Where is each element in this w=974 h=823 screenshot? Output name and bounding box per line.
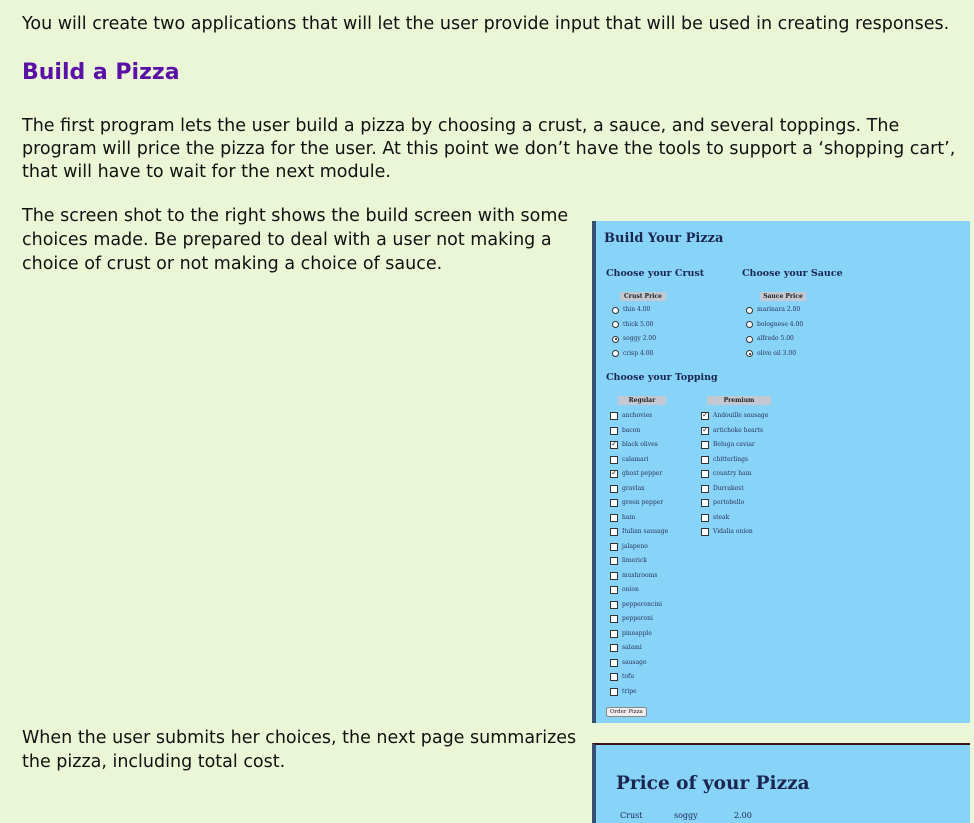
topping-option[interactable] (610, 612, 668, 627)
topping-option[interactable] (610, 656, 668, 671)
topping-option[interactable] (701, 438, 768, 453)
radio-button[interactable] (612, 350, 619, 357)
radio-option[interactable] (746, 305, 800, 315)
topping-option[interactable] (610, 482, 668, 497)
crust-table-header: Crust Price (620, 292, 666, 301)
topping-option[interactable] (610, 540, 668, 555)
checkbox[interactable] (610, 441, 618, 449)
topping-option[interactable] (610, 409, 668, 424)
price-row-price: 2.00 (734, 811, 752, 820)
checkbox[interactable] (610, 543, 618, 551)
topping-option[interactable] (701, 482, 768, 497)
topping-label: gravlax (622, 484, 645, 492)
radio-button[interactable] (612, 321, 619, 328)
topping-label: calamari (622, 455, 649, 463)
checkbox[interactable] (610, 485, 618, 493)
radio-option[interactable] (746, 334, 794, 344)
radio-option[interactable] (612, 320, 653, 330)
radio-label: alfredo 5.00 (757, 335, 794, 342)
topping-label: tripe (622, 687, 637, 695)
checkbox[interactable] (610, 528, 618, 536)
topping-option[interactable] (610, 438, 668, 453)
checkbox[interactable] (701, 528, 709, 536)
premium-toppings (701, 409, 768, 540)
sauce-table-header: Sauce Price (760, 292, 806, 301)
price-row-value: soggy (674, 811, 698, 820)
checkbox[interactable] (610, 557, 618, 565)
section-heading: Build a Pizza (22, 60, 180, 85)
topping-label: Vidalia onion (713, 528, 753, 536)
topping-label: steak (713, 513, 730, 521)
topping-label: bacon (622, 426, 641, 434)
topping-option[interactable] (610, 424, 668, 439)
topping-option[interactable] (610, 583, 668, 598)
topping-label: Italian sausage (622, 528, 669, 536)
topping-option[interactable] (610, 496, 668, 511)
topping-option[interactable] (610, 670, 668, 685)
topping-label: jalapeno (622, 542, 648, 550)
topping-label: onion (622, 586, 639, 594)
topping-option[interactable] (610, 598, 668, 613)
description-paragraph: The first program lets the user build a pizza by choosing a crust, a sauce, and several toppings. The program will price the pizza for the user. At this point we don’t have the tools to support a ‘shopping cart’, that will have to wait for the next module. (22, 116, 956, 182)
checkbox[interactable] (610, 615, 618, 623)
price-title: Price of your Pizza (616, 773, 810, 794)
topping-label: tofu (622, 673, 635, 681)
topping-label: salami (622, 644, 642, 652)
checkbox[interactable] (610, 470, 618, 478)
price-row-label: Crust (620, 811, 643, 820)
premium-header: Premium (707, 396, 771, 405)
topping-label: Andouille sausage (713, 412, 769, 420)
checkbox[interactable] (610, 412, 618, 420)
topping-label: ham (622, 513, 636, 521)
checkbox[interactable] (610, 630, 618, 638)
radio-button[interactable] (746, 336, 753, 343)
topping-label: country ham (713, 470, 752, 478)
checkbox[interactable] (610, 644, 618, 652)
checkbox[interactable] (701, 485, 709, 493)
checkbox[interactable] (610, 688, 618, 696)
intro-text: You will create two applications that will let the user provide input that will be used in creating responses. (22, 14, 950, 34)
radio-label: crisp 4.00 (623, 349, 654, 357)
topping-option[interactable] (610, 511, 668, 526)
topping-option[interactable] (610, 525, 668, 540)
checkbox[interactable] (701, 470, 709, 478)
topping-option[interactable] (610, 453, 668, 468)
topping-option[interactable] (610, 641, 668, 656)
topping-label: anchovies (622, 412, 653, 420)
regular-header: Regular (618, 396, 666, 405)
radio-button[interactable] (746, 350, 753, 357)
topping-label: green pepper (622, 499, 664, 507)
checkbox[interactable] (610, 499, 618, 507)
checkbox[interactable] (701, 499, 709, 507)
topping-option[interactable] (701, 525, 768, 540)
topping-label: Durrakest (713, 484, 744, 492)
topping-label: pepperoni (622, 615, 653, 623)
topping-label: sausage (622, 658, 647, 666)
checkbox[interactable] (701, 514, 709, 522)
checkbox[interactable] (610, 456, 618, 464)
checkbox[interactable] (610, 427, 618, 435)
checkbox[interactable] (701, 412, 709, 420)
topping-option[interactable] (610, 467, 668, 482)
radio-button[interactable] (746, 321, 753, 328)
topping-option[interactable] (701, 424, 768, 439)
topping-label: ghost pepper (622, 470, 663, 478)
radio-label: thin 4.00 (623, 306, 651, 313)
order-pizza-button[interactable]: Order Pizza (606, 707, 647, 717)
topping-label: limerick (622, 557, 647, 565)
radio-option[interactable] (746, 320, 803, 330)
radio-label: soggy 2.00 (623, 335, 657, 342)
topping-label: Beluga caviar (713, 441, 755, 449)
checkbox[interactable] (701, 456, 709, 464)
radio-label: thick 5.00 (623, 320, 654, 328)
radio-option[interactable] (612, 334, 656, 344)
radio-label: olive oil 3.00 (757, 349, 797, 357)
checkbox[interactable] (610, 514, 618, 522)
radio-label: bolognese 4.00 (757, 320, 804, 328)
summary-explanation: When the user submits her choices, the next page summarizes the pizza, including total cost. (22, 728, 577, 772)
checkbox[interactable] (701, 441, 709, 449)
screenshot-title: Build Your Pizza (604, 231, 724, 246)
checkbox[interactable] (610, 601, 618, 609)
radio-button[interactable] (746, 307, 753, 314)
topping-label: black olives (622, 441, 658, 449)
radio-option[interactable] (612, 349, 653, 359)
topping-option[interactable] (701, 467, 768, 482)
topping-label: chitterlings (713, 455, 749, 463)
topping-option[interactable] (610, 685, 668, 700)
sauce-heading: Choose your Sauce (742, 268, 843, 279)
checkbox[interactable] (610, 659, 618, 667)
radio-option[interactable] (746, 349, 796, 359)
topping-option[interactable] (610, 569, 668, 584)
topping-option[interactable] (701, 409, 768, 424)
topping-option[interactable] (701, 496, 768, 511)
topping-option[interactable] (610, 554, 668, 569)
checkbox[interactable] (610, 673, 618, 681)
price-pizza-screenshot (592, 743, 970, 823)
regular-toppings (610, 409, 668, 699)
radio-button[interactable] (612, 336, 619, 343)
radio-option[interactable] (612, 305, 650, 315)
topping-label: artichoke hearts (713, 426, 764, 434)
topping-label: mushrooms (622, 571, 658, 579)
screenshot-explanation: The screen shot to the right shows the build screen with some choices made. Be prepared to deal with a user not making a choice of crust or not making a choice of sauce. (22, 206, 569, 274)
build-pizza-screenshot (592, 221, 970, 723)
topping-heading: Choose your Topping (606, 372, 718, 383)
radio-button[interactable] (612, 307, 619, 314)
checkbox[interactable] (610, 572, 618, 580)
radio-label: marinara 2.00 (757, 306, 801, 313)
checkbox[interactable] (610, 586, 618, 594)
crust-heading: Choose your Crust (606, 268, 705, 279)
checkbox[interactable] (701, 427, 709, 435)
topping-label: pepperoncini (622, 600, 663, 608)
topping-label: pineapple (622, 629, 652, 637)
topping-option[interactable] (701, 511, 768, 526)
topping-option[interactable] (610, 627, 668, 642)
topping-option[interactable] (701, 453, 768, 468)
topping-label: portobello (713, 499, 745, 507)
